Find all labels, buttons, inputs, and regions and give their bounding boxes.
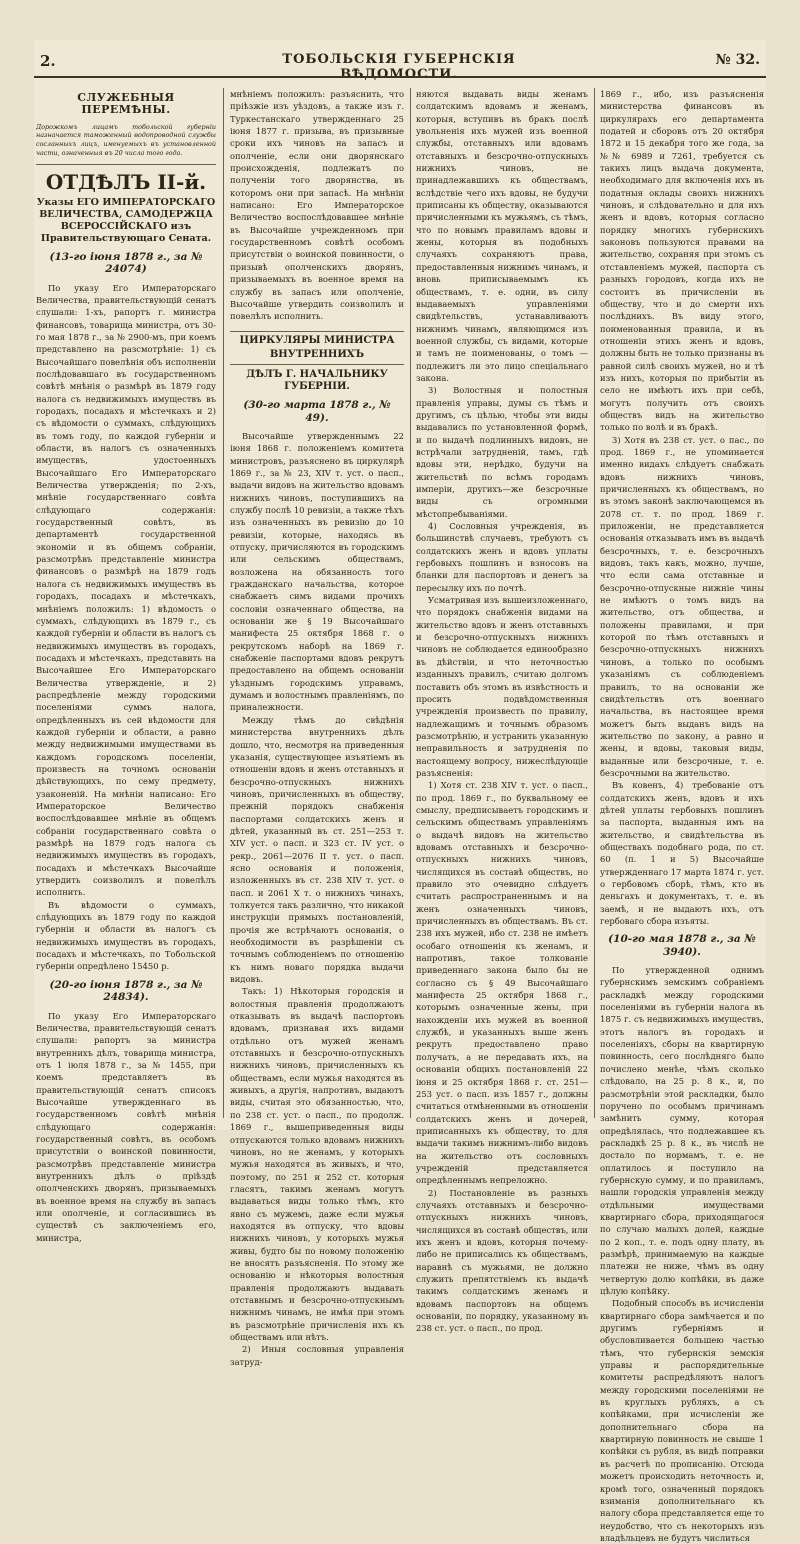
part-subtitle: Указы ЕГО ИМПЕРАТОРСКАГО ВЕЛИЧЕСТВА, САМОДЕРЖЦА ВСЕРОССІЙСКАГО изъ Правительствующаго Сената.	[36, 196, 216, 244]
circular-text-5: По утвержденной однимъ губернскимъ земскимъ собраніемъ раскладкѣ между городскими поселеніями въ губерніи налога въ 1875 г. съ недвижимыхъ имуществъ, этотъ налогъ въ городахъ и поселеніяхъ, сборы на квартирную повинность, сего послѣдняго было почислено менѣе, чѣмъ сколько слѣдовало, на 25 р. 8 к., и, по разсмотрѣніи этой раскладки, было поручено по особымъ причинамъ замѣнить сумму, которая опредѣлялась, что подлежавшее къ раскладкѣ 25 р. 8 к., въ числѣ не достало по нормамъ, т. е. не оплатилось и поступило на губернскую сумму, и по правиламъ, нашли городскія управленія между отдѣльными имуществами квартирнаго сбора, приходящагося по случаю малыхъ долей, каждые по 2 коп., т. е. подъ одну плату, въ размѣрѣ, принимаемую на каждые платежи не ниже, чѣмъ въ одну четвертую долю копѣйки, въ даже цѣлую копѣйку.	[600, 965, 764, 1296]
column-2	[230, 88, 404, 1367]
circular-continuation-4: Усматривая изъ вышеизложеннаго, что порядокъ снабженія видами на жительство вдовъ и женъ отставныхъ и безсрочно-отпускныхъ нижнихъ чиновъ не соблюдается единообразно въ дѣйствіи, и что неточностью изданныхъ правилъ, считаю долгомъ поставить объ этомъ въ извѣстность и просить подвѣдомственныя учрежденія произвесть по правилу, надлежащимъ и точнымъ образомъ разсмотрѣнію, и устранить указанную неправильность и затрудненія по настоящему вопросу, нижеслѣдующіе разъясненія:	[416, 595, 588, 778]
circular-date-2: (10-го мая 1878 г., за № 3940).	[608, 933, 756, 958]
circular-text-3: Такъ: 1) Нѣкоторыя городскія и волостныя правленія продолжаютъ отказывать въ выдачѣ паспортовъ вдовамъ, признавая ихъ видами отдѣльно отъ мужей женамъ отставныхъ и безсрочно-отпускныхъ нижнихъ чиновъ, причисленныхъ къ обществамъ, если мужья находятся въ живыхъ, а другія, напротивъ, выдаютъ виды, считая это обязанностью, что, по 238 ст. уст. о пасп., по продолж. 1869 г., вышеприведенныя виды отпускаются только вдовамъ нижнихъ чиновъ, но не женамъ, у которыхъ мужья находятся въ живыхъ, и что, поэтому, по 251 и 252 ст. которыя гласятъ, такимъ женамъ могутъ выдаваться виды только тѣмъ, кто явно съ мужемъ, даже если мужья находятся въ отпуску, что вдовы нижнихъ чиновъ, у которыхъ мужья живы, будто бы по новому положенію не вносятъ разъясненія. По этому же основанію и нѣкоторыя волостныя правленія продолжаютъ выдавать отставнымъ и безсрочно-отпускнымъ нижнимъ чинамъ, не имѣя при этомъ въ разсмотрѣніе причисленія ихъ къ обществамъ или нѣтъ.	[230, 986, 404, 1342]
page-header	[34, 52, 766, 82]
circular-text-2: Между тѣмъ до свѣдѣнія министерства внутреннихъ дѣлъ дошло, что, несмотря на приведенныя указанія, существующее изъятіемъ въ отношеніи вдовъ и женъ отставныхъ и безсрочно-отпускныхъ нижнихъ чиновъ, причисленныхъ въ обществу, прежній порядокъ снабженія паспортами солдатскихъ женъ и дѣтей, указанный въ ст. 251—253 т. XIV уст. о пасп. и 323 ст. IV уст. о рекр., 2061—2076 II т. уст. о пасп. ясно основанія и положенія, изложенныхъ въ ст. 238 XIV т. уст. о пасп. и 2061 Х т. о нижнихъ чинахъ, толкуется такъ различно, что никакой инструкціи прямыхъ постановленій, прочія же встрѣчаютъ основанія, о необходимости въ разрѣшеніи съ точнымъ соблюденіемъ по отношенію къ нимъ новаго порядка выдачи видовъ.	[230, 714, 404, 985]
circular-text-1: Высочайше утвержденнымъ 22 iюня 1868 г. положеніемъ комитета министровъ, разъяснено въ циркулярѣ 1869 г., за № 23, XIV т. уст. о пасп., выдачи видовъ на жительство вдовамъ нижнихъ чиновъ, поступившихъ на службу послѣ 10 ревизіи, а также тѣхъ изъ означенныхъ въ ревизію до 10 ревизіи, которые, находясь въ отпуску, причисляются въ городскимъ или сельскимъ обществамъ, возложена на обязанность того гражданскаго начальства, которое снабжаетъ симъ видами прочихъ сословіи означеннаго общества, на основаніи же § 19 Высочайшаго манифеста 25 октября 1868 г. о рекрутскомъ наборѣ на 1869 г. снабженіе паспортами вдовъ рекрутъ предоставлено на общемъ основаніи уѣзднымъ городскимъ управамъ, думамъ и волостнымъ правленіямъ, по приналежности.	[230, 430, 404, 713]
column-4	[600, 88, 765, 1543]
department-title: ДѢЛЪ Г. НАЧАЛЬНИКУ ГУБЕРНІИ.	[246, 368, 388, 392]
decree-date-1: (13-го iюня 1878 г., за № 24074)	[49, 250, 203, 276]
column-divider	[594, 88, 595, 1118]
column-divider	[223, 88, 224, 1118]
service-note: Дорожкомъ лицамъ тобольской губернiи назначается таможенный водопроводной службы сосланныхъ лицъ, именуемыхъ въ установленной части, означенныя въ 20 числа того года.	[36, 122, 216, 158]
section-title-service-changes: СЛУЖЕБНЫЯ ПЕРЕМѢНЫ.	[77, 91, 175, 117]
column-3	[416, 88, 588, 1334]
decree-text-1: По указу Его Императорскаго Величества, правительствующій сенатъ слушали: 1-хъ, рапортъ г. министра финансовъ, товарища министра, отъ 30-го мая 1878 г., за № 2900-мъ, при коемъ представлено на разсмотрѣніе: 1) съ Высочайшаго повелѣнія объ исполненіи послѣдовавшаго въ государственномъ совѣтѣ мнѣнія о размѣрѣ въ 1879 году налога съ недвижимыхъ имуществъ въ городахъ, посадахъ и мѣстечкахъ и 2) съ вѣдомости о суммахъ, слѣдующихъ въ томъ году, по каждой губерніи и области, въ налогъ съ означенныхъ имуществъ, удостоенныхъ Высочайшаго Его Императорскаго Величества утвержденія; по 2-хъ, мнѣніе государственнаго совѣта слѣдующаго содержанія: государственный совѣтъ, въ департаментѣ государственной экономіи и въ общемъ собраніи, разсмотрѣвъ представленіе министра финансовъ о размѣрѣ на 1879 годъ налога съ недвижимыхъ имуществъ въ городахъ, посадахъ и мѣстечкахъ, мнѣніемъ положилъ: 1) вѣдомость о суммахъ, слѣдующихъ въ 1879 г., съ каждой губерніи и области въ налогъ съ недвижимыхъ имуществъ въ городахъ, посадахъ и мѣстечкахъ, представить на Высочайшее Его Императорскаго Величества утвержденіе, и 2) распредѣленіе между городскими поселеніями суммъ налога, опредѣленныхъ въ сей вѣдомости для каждой губерніи и области, а равно между недвижимыми имуществами въ каждомъ городскомъ поселеніи, произвесть на точномъ основаніи дѣйствующихъ, по сему предмету, узаконеній. На мнѣніи написано: Его Императорское Величество воспослѣдовавшее мнѣніе въ общемъ собраніи государственнаго совѣта о размѣрѣ на 1879 годъ налога съ недвижимыхъ имуществъ въ городахъ, посадахъ и мѣстечкахъ Высочайше утвердить соизволилъ и повелѣлъ исполнить.	[36, 282, 216, 898]
circular-date: (30-го марта 1878 г., № 49).	[243, 399, 391, 424]
decree-text-2: Въ вѣдомости о суммахъ, слѣдующихъ въ 1879 году по каждой губерніи и области въ налогъ съ недвижимыхъ имуществъ въ городахъ, посадахъ и мѣстечкахъ, по Тобольской губерніи опредѣлено 15450 р.	[36, 899, 216, 972]
circulars-title: ЦИРКУЛЯРЫ МИНИСТРА ВНУТРЕННИХЪ	[230, 331, 404, 365]
header-rule	[34, 76, 766, 78]
circular-continuation-9: Въ ковенъ, 4) требованіе отъ солдатскихъ женъ, вдовъ и ихъ дѣтей уплаты гербовыхъ пошлинъ за паспорта, выданныя имъ на жительство, и свидѣтельства въ обществахъ подобнаго рода, по ст. 60 (п. 1 и 5) Высочайше утвержденнаго 17 марта 1874 г. уст. о гербовомъ сборѣ, тѣмъ, кто въ деньгахъ и документахъ, т. е. въ заемѣ, и не выдаютъ ихъ, отъ гербоваго сбора изъяты.	[600, 780, 764, 927]
circular-text-6: Подобный способъ въ исчисленіи квартирнаго сбора замѣчается и по другимъ губерніямъ и обусловливается большею частью тѣмъ, что губернскія земскія управы и распорядительные комитеты распредѣляютъ налогъ между городскими поселеніями не въ круглыхъ рубляхъ, а съ копѣйками, при исчисленіи же дополнительнаго сбора на квартирную повинность не свыше 1 копѣйки съ рубля, въ видѣ поправки въ расчетѣ по прописанію. Отсюда можетъ происходить неточность и, кромѣ того, означенный порядокъ взиманія дополнительнаго къ налогу сбора представляется еще то неудобство, что съ некоторыхъ изъ владѣльцевъ не будутъ числиться	[600, 1298, 764, 1543]
page-number: 2.	[40, 52, 56, 70]
column-1	[36, 88, 216, 1243]
part-title: ОТДѢЛЪ II-й.	[36, 164, 216, 195]
newspaper-title: ТОБОЛЬСКІЯ ГУБЕРНСКІЯ ВѢДОМОСТИ.	[282, 52, 516, 82]
circular-text-4: 2) Иныя сословныя управленія затруд-	[230, 1344, 404, 1367]
newspaper-page	[34, 40, 766, 1543]
circular-continuation-2: 3) Волостныя и полостныя правленія управы, думы съ тѣмъ и другимъ, съ цѣлью, чтобы эти виды выдавались по установленной формѣ, и по выдачѣ подлинныхъ видовъ, не встрѣчали затрудненій, тамъ, гдѣ вдовы эти, нерѣдко, будучи на жительствѣ по всѣмъ городамъ имперіи, другихъ—же безсрочные виды съ огромными мѣстопребываніями.	[416, 385, 588, 519]
decree-continuation: мнѣніемъ положилъ: разъяснить, что пріѣзжіе изъ уѣздовъ, а также изъ г. Туркестанскаго утвержденнаго 25 iюня 1877 г. призыва, въ призывные сроки ихъ чиновъ на запасъ и ополченіе, если они дворянскаго происхожденія, подлежатъ по полученіи того дворянства, въ которомъ они при запасѣ. На мнѣніи написано: Его Императорское Величество воспослѣдовавшее мнѣніе въ Высочайше учрежденномъ при государственномъ совѣтѣ особомъ присутствіи о воинской повинности, о призывѣ ополченскихъ дворянъ, призываемыхъ въ военное время на службу въ запасъ или ополченіе, Высочайше утвердить соизволилъ и повелѣлъ исполнить.	[230, 89, 404, 322]
circular-continuation-3: 4) Сословныя учрежденія, въ большинствѣ случаевъ, требуютъ съ солдатскихъ женъ и вдовъ уплаты гербовыхъ пошлинъ и взносовъ на бланки для паспортовъ и денегъ за пересылку ихъ по почтѣ.	[416, 521, 588, 593]
circular-continuation-7: 1869 г., ибо, изъ разъясненія министерства финансовъ въ циркулярахъ его департамента податей и сборовъ отъ 20 октября 1872 и 15 декабря того же года, за №№ 6989 и 7261, требуется съ такихъ лицъ выдача документа, необходимаго для включенія ихъ въ податныя оклады своихъ нижнихъ чиновъ, и слѣдовательно и для ихъ женъ и вдовъ, которыя согласно порядку многихъ губернскихъ законовъ пользуются правами на жительство, сохраняя при этомъ съ отставленіемъ мужей, паспорта съ разныхъ городовъ, когда ихъ не состоитъ въ причисленіи въ обществу, что и до смерти ихъ послѣднихъ. Въ виду этого, поименованныя правила, и въ отношеніи этихъ женъ и вдовъ, должны быть не только признаны въ равной силѣ своихъ мужей, но и тѣ изъ нихъ, которыя по прибытіи въ село не имѣютъ ихъ при себѣ, могутъ получить отъ своихъ обществъ видъ на жительство только по волѣ и въ бракѣ.	[600, 89, 765, 433]
column-divider	[410, 88, 411, 1118]
issue-number: № 32.	[715, 52, 760, 68]
decree-text-3: По указу Его Императорскаго Величества, правительствующій сенатъ слушали: рапортъ за министра внутреннихъ дѣлъ, товарища министра, отъ 1 iюля 1878 г., за № 1455, при коемъ представляетъ въ правительствующій сенатъ списокъ Высочайше утвержденнаго въ государственномъ совѣтѣ мнѣнія слѣдующаго содержанія: государственный совѣтъ, въ особомъ присутствіи о воинской повинности, разсмотрѣвъ представленіе министра внутреннихъ дѣлъ о пріѣздѣ ополченскихъ дворянъ, призываемыхъ въ военное время на службу въ запасъ или ополченіе, и согласившись въ существѣ съ заключеніемъ его, министра,	[36, 1010, 216, 1243]
decree-date-2: (20-го iюня 1878 г., за № 24834).	[49, 978, 203, 1004]
circular-continuation-8: 3) Хотя въ 238 ст. уст. о пас., по прод. 1869 г., не упоминается именно видахъ слѣдуетъ снабжать вдовъ нижнихъ чиновъ, причисленныхъ къ обществамъ, но въ этомъ законѣ заключающемся въ 2078 ст. т. по прод. 1869 г. приложеніи, не представляется основанія отказывать имъ въ выдачѣ безсрочныхъ, т. е. безсрочныхъ видовъ, такъ какъ, можно, лучше, что если сама отставные и безсрочно-отпускные нижніе чины не имѣютъ о томъ видъ на жительство, отъ общества, и положены правилами, и при которой по тѣмъ отставныхъ и безсрочно-отпускныхъ нижнихъ чиновъ, а только по особымъ указаніямъ съ соблюденіемъ правилъ, то на основаніи же свидѣтельствъ отъ военнаго начальства, въ настоящее время можетъ быть выданъ видъ на жительство по закону, а равно и жены, и вдовы, таковыя виды, выданные или безсрочные, т. е. безсрочными на жительство.	[600, 434, 764, 778]
circular-continuation-1: няются выдавать виды женамъ солдатскимъ вдовамъ и женамъ, которыя, вступивъ въ бракъ послѣ увольненія ихъ мужей изъ военной службы, отставныхъ или вдовамъ отставныхъ и безсрочно-отпускныхъ нижнихъ чиновъ, не принадлежавшихъ къ обществамъ, вслѣдствіе чего ихъ вдовы, не будучи приписаны къ обществу, оказываются причисленными къ мужьямъ, съ тѣмъ, что по новымъ правиламъ вдовы и жены, которыя въ подобныхъ случаяхъ сохраняютъ права, предоставленныя нижнимъ чинамъ, и вновь приписываемымъ къ обществамъ, т. е. одни, въ силу выдаваемыхъ управленіями свидѣтельствъ, устанавливаютъ нижнимъ чинамъ, являющимся изъ военной службы, съ видами, которые и тамъ не поименованы, о томъ — подлежитъ ли это лицо спеціальнаго закона.	[416, 89, 588, 383]
circular-continuation-5: 1) Хотя ст. 238 XIV т. уст. о пасп., по прод. 1869 г., по буквальному ее смыслу, предписываетъ городскимъ и сельскимъ обществамъ управленіямъ о выдачѣ видовъ на жительство вдовамъ отставныхъ и безсрочно-отпускныхъ нижнихъ чиновъ, числящихся въ составѣ обществъ, но правило это очевидно слѣдуетъ считать распространеннымъ и на женъ означенныхъ чиновъ, причисленныхъ въ обществамъ. Въ ст. 238 ихъ мужей, ибо ст. 238 не имѣетъ особаго отношенія къ женамъ, и напротивъ, такое толкованіе приведеннаго закона было бы не согласно съ § 49 Высочайшаго манифеста 25 октября 1868 г., которымъ означенные жены, при нахожденіи ихъ мужей въ военной службѣ, и указанныхъ выше женъ рекрутъ предоставлено право получать, а не передавать ихъ, на основаніи общихъ постановленій 22 iюня и 25 октября 1868 г. ст. 251—253 уст. о пасп. изъ 1857 г., должны считаться отмѣненными въ отношеніи солдатскихъ женъ и дочерей, приписанныхъ къ обществу, то для выдачи такимъ нижнимъ-либо видовъ на жительство отъ сословныхъ учрежденій представляется опредѣленнымъ непреложно.	[416, 780, 588, 1186]
circular-continuation-6: 2) Постановленіе въ разныхъ случаяхъ отставныхъ и безсрочно-отпускныхъ нижнихъ чиновъ, числящихся въ составѣ обществъ, или ихъ женъ и вдовъ, которыя почему-либо не приписались къ обществамъ, наравнѣ съ мужьями, не должно служить препятствіемъ къ выдачѣ такимъ солдатскимъ женамъ и вдовамъ паспортовъ на общемъ основаніи, по порядку, указанному въ 238 ст. уст. о пасп., по прод.	[416, 1187, 588, 1334]
